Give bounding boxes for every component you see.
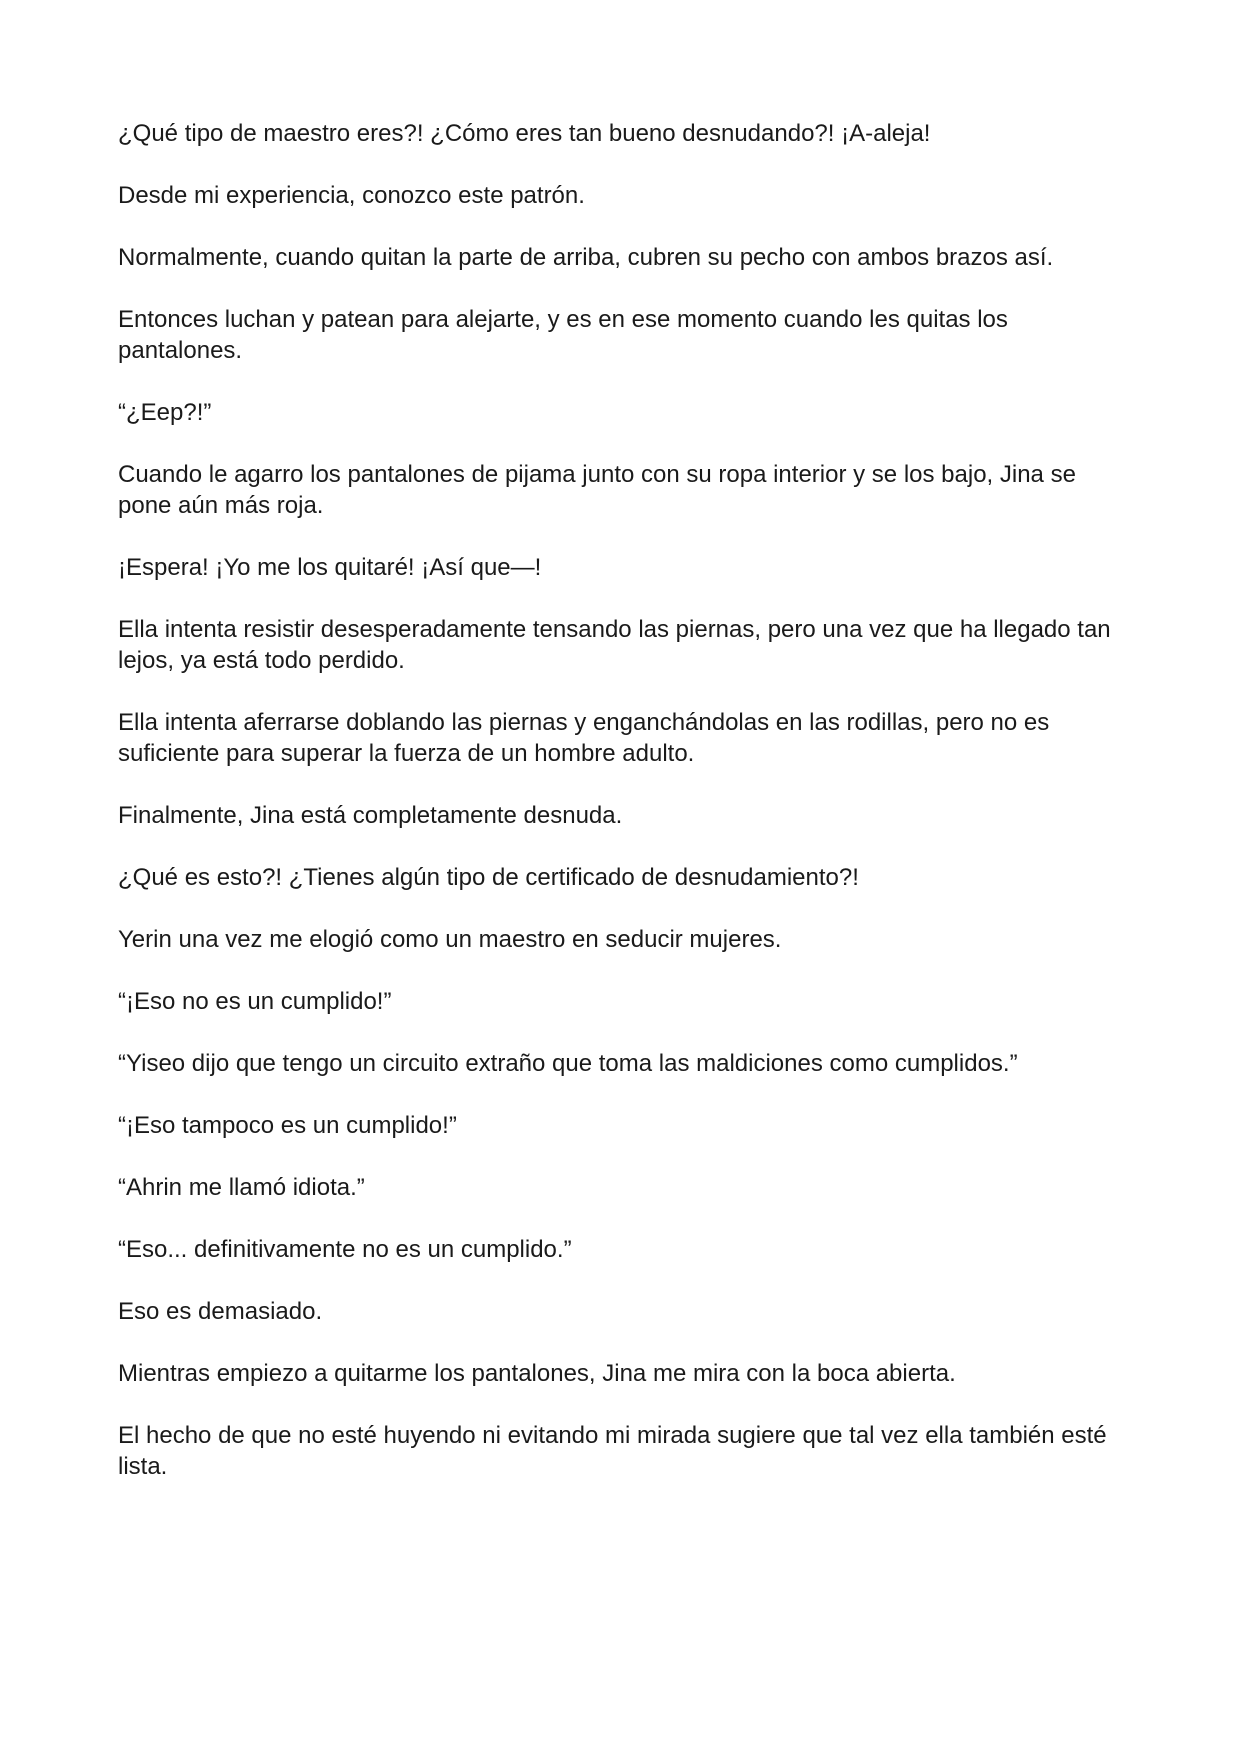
paragraph: ¡Espera! ¡Yo me los quitaré! ¡Así que—! — [118, 554, 542, 581]
paragraph: “¡Eso tampoco es un cumplido!” — [118, 1112, 457, 1139]
paragraph: ¿Qué es esto?! ¿Tienes algún tipo de certificado de desnudamiento?! — [118, 864, 859, 891]
paragraph: Yerin una vez me elogió como un maestro en seducir mujeres. — [118, 926, 782, 953]
paragraph: Desde mi experiencia, conozco este patrón. — [118, 182, 585, 209]
paragraph: “¿Eep?!” — [118, 399, 212, 426]
paragraph: Mientras empiezo a quitarme los pantalones, Jina me mira con la boca abierta. — [118, 1360, 956, 1387]
paragraph: “¡Eso no es un cumplido!” — [118, 988, 392, 1015]
paragraph: Cuando le agarro los pantalones de pijama junto con su ropa interior y se los bajo, Jina se pone aún más roja. — [118, 461, 1076, 519]
paragraph: Normalmente, cuando quitan la parte de arriba, cubren su pecho con ambos brazos así. — [118, 244, 1054, 271]
paragraph: Ella intenta resistir desesperadamente tensando las piernas, pero una vez que ha llegado tan lejos, ya está todo perdido. — [118, 616, 1111, 674]
paragraph: “Ahrin me llamó idiota.” — [118, 1174, 365, 1201]
paragraph: Ella intenta aferrarse doblando las piernas y enganchándolas en las rodillas, pero no es suficiente para superar la fuerza de un hombre adulto. — [118, 709, 1050, 767]
paragraph: El hecho de que no esté huyendo ni evitando mi mirada sugiere que tal vez ella también esté lista. — [118, 1422, 1107, 1480]
paragraph: Entonces luchan y patean para alejarte, y es en ese momento cuando les quitas los pantalones. — [118, 306, 1008, 364]
paragraph: ¿Qué tipo de maestro eres?! ¿Cómo eres tan bueno desnudando?! ¡A-aleja! — [118, 120, 931, 147]
paragraph: “Eso... definitivamente no es un cumplido.” — [118, 1236, 572, 1263]
paragraph: Finalmente, Jina está completamente desnuda. — [118, 802, 623, 829]
paragraph: Eso es demasiado. — [118, 1298, 323, 1325]
document-body — [118, 118, 1118, 1513]
paragraph: “Yiseo dijo que tengo un circuito extraño que toma las maldiciones como cumplidos.” — [118, 1050, 1018, 1077]
